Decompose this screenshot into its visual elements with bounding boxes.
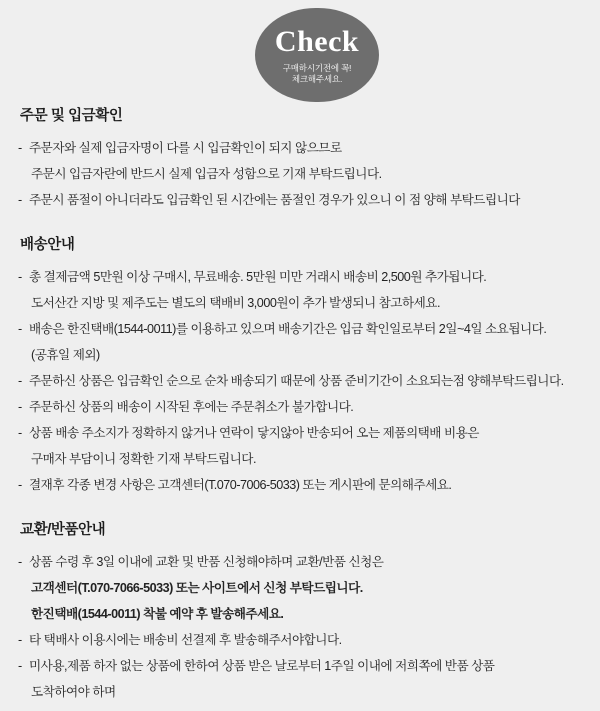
section-exchange-return — [18, 518, 586, 705]
check-badge — [255, 8, 379, 102]
notice-line — [18, 368, 586, 394]
notice-line — [18, 679, 586, 705]
notice-line — [18, 342, 586, 368]
spacer — [18, 219, 586, 233]
notice-line-text: (공휴일 제외) — [31, 348, 100, 362]
dash-marker: - — [18, 193, 22, 207]
notice-content — [0, 104, 600, 711]
notice-line-text: 도서산간 지방 및 제주도는 별도의 택배비 3,000원이 추가 발생되니 참고하세요. — [31, 296, 440, 310]
notice-line-text: 상품 수령 후 3일 이내에 교환 및 반품 신청해야하며 교환/반품 신청은 — [29, 555, 384, 569]
notice-line — [18, 601, 586, 627]
notice-line — [18, 653, 586, 679]
section-title: 배송안내 — [20, 237, 75, 253]
notice-line-text: 미사용,제품 하자 없는 상품에 한하여 상품 받은 날로부터 1주일 이내에 저희쪽에 반품 상품 — [29, 659, 495, 673]
notice-line — [18, 549, 586, 575]
spacer — [18, 504, 586, 518]
check-badge-subtitle-2: 체크해주세요. — [291, 74, 343, 84]
notice-line — [18, 161, 586, 187]
dash-marker: - — [18, 659, 22, 673]
notice-line-text: 한진택배(1544-0011) 착불 예약 후 발송해주세요. — [31, 607, 284, 621]
dash-marker: - — [18, 322, 22, 336]
section-order-payment — [18, 104, 586, 213]
notice-line-text: 상품 배송 주소지가 정확하지 않거나 연락이 닿지않아 반송되어 오는 제품의택배 비용은 — [29, 426, 479, 440]
notice-line-text: 주문자와 실제 입금자명이 다를 시 입금확인이 되지 않으므로 — [29, 141, 342, 155]
notice-line — [18, 420, 586, 446]
notice-line — [18, 187, 586, 213]
notice-line — [18, 446, 586, 472]
section-title: 교환/반품안내 — [20, 522, 106, 538]
notice-line — [18, 316, 586, 342]
notice-line — [18, 575, 586, 601]
notice-line-text: 배송은 한진택배(1544-0011)를 이용하고 있으며 배송기간은 입금 확인일로부터 2일~4일 소요됩니다. — [29, 322, 547, 336]
section-title: 주문 및 입금확인 — [20, 108, 123, 124]
notice-line-text: 주문시 입금자란에 반드시 실제 입금자 성함으로 기재 부탁드립니다. — [31, 167, 382, 181]
notice-line-text: 총 결제금액 5만원 이상 구매시, 무료배송. 5만원 미만 거래시 배송비 2,500원 추가됩니다. — [29, 270, 487, 284]
notice-line-text: 주문하신 상품의 배송이 시작된 후에는 주문취소가 불가합니다. — [29, 400, 354, 414]
notice-line — [18, 472, 586, 498]
dash-marker: - — [18, 633, 22, 647]
notice-line — [18, 394, 586, 420]
check-badge-title: Check — [274, 25, 360, 58]
dash-marker: - — [18, 270, 22, 284]
notice-line-text: 구매자 부담이니 정확한 기재 부탁드립니다. — [31, 452, 256, 466]
notice-line — [18, 135, 586, 161]
dash-marker: - — [18, 400, 22, 414]
notice-line — [18, 627, 586, 653]
section-shipping — [18, 233, 586, 498]
notice-line-text: 고객센터(T.070-7066-5033) 또는 사이트에서 신청 부탁드립니다. — [31, 581, 363, 595]
dash-marker: - — [18, 374, 22, 388]
dash-marker: - — [18, 555, 22, 569]
notice-line-text: 타 택배사 이용시에는 배송비 선결제 후 발송해주서야합니다. — [29, 633, 342, 647]
dash-marker: - — [18, 478, 22, 492]
notice-line-text: 주문하신 상품은 입금확인 순으로 순차 배송되기 때문에 상품 준비기간이 소요되는점 양해부탁드립니다. — [29, 374, 564, 388]
dash-marker: - — [18, 141, 22, 155]
check-badge-subtitle-1: 구매하시기전에 꼭! — [282, 63, 352, 73]
notice-line — [18, 264, 586, 290]
notice-line-text: 도착하여야 하며 — [31, 685, 116, 699]
notice-line-text: 결재후 각종 변경 사항은 고객센터(T.070-7006-5033) 또는 게시판에 문의해주세요. — [29, 478, 452, 492]
notice-line-text: 주문시 품절이 아니더라도 입금확인 된 시간에는 품절인 경우가 있으니 이 점 양해 부탁드립니다 — [29, 193, 520, 207]
dash-marker: - — [18, 426, 22, 440]
notice-line — [18, 290, 586, 316]
